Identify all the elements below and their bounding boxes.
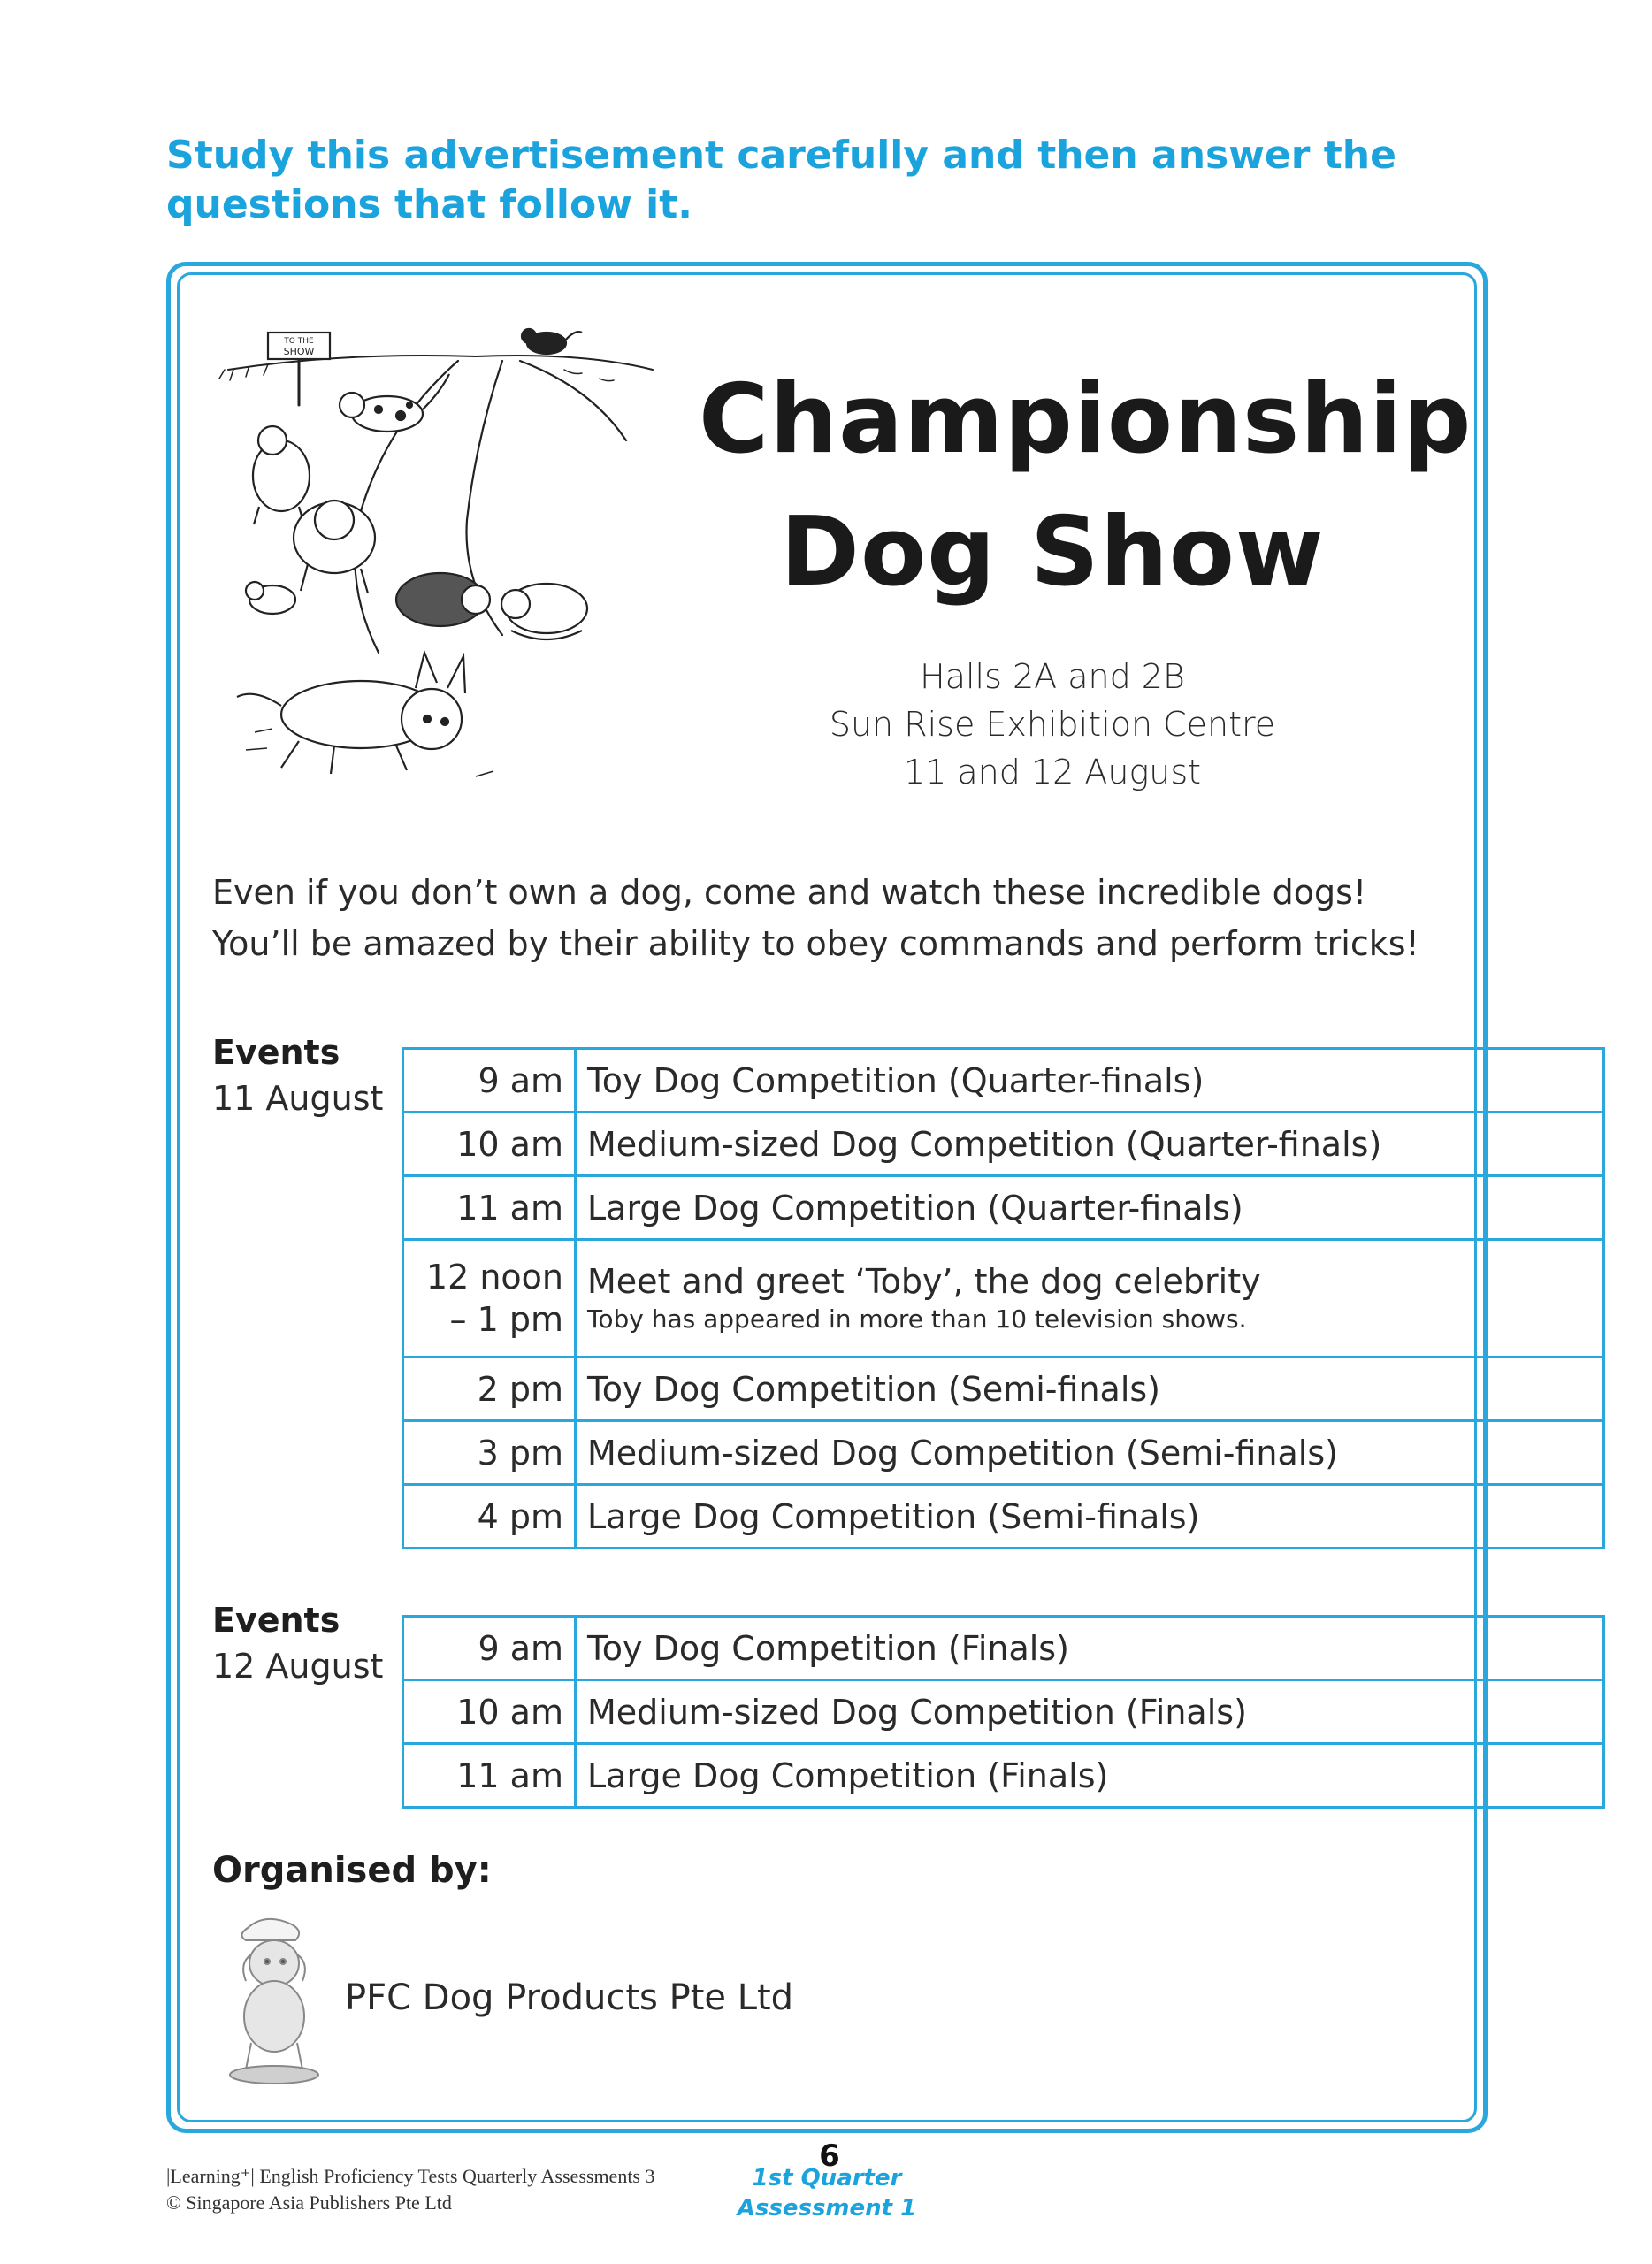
event-time: 10 am	[403, 1113, 576, 1176]
day2-heading: Events	[212, 1601, 340, 1640]
intro-text	[212, 867, 1468, 969]
event-time: 2 pm	[403, 1358, 576, 1421]
page-number: 6	[819, 2138, 840, 2174]
ad-title	[699, 354, 1472, 619]
event-name: Toy Dog Competition (Semi-finals)	[576, 1358, 1604, 1421]
day2-schedule-table	[402, 1615, 1605, 1809]
table-row	[403, 1240, 1604, 1358]
event-time: 9 am	[403, 1049, 576, 1113]
instruction-text: Study this advertisement carefully and then answer the questions that follow it.	[166, 133, 1396, 227]
venue-dates: 11 and 12 August	[903, 753, 1202, 792]
venue-centre: Sun Rise Exhibition Centre	[829, 705, 1276, 744]
event-name: Large Dog Competition (Finals)	[576, 1744, 1604, 1808]
intro-line-2: You’ll be amazed by their ability to obey commands and perform tricks!	[212, 924, 1419, 963]
table-row	[403, 1485, 1604, 1549]
table-row	[403, 1358, 1604, 1421]
footer-assessment	[734, 2163, 920, 2223]
event-name: Large Dog Competition (Quarter-finals)	[576, 1176, 1604, 1240]
table-row	[403, 1617, 1604, 1680]
event-name	[576, 1240, 1604, 1358]
dogs-running-illustration	[210, 317, 679, 794]
event-name: Toy Dog Competition (Finals)	[576, 1617, 1604, 1680]
organiser-name: PFC Dog Products Pte Ltd	[345, 1977, 794, 2018]
event-name: Toy Dog Competition (Quarter-finals)	[576, 1049, 1604, 1113]
footer-quarter: 1st Quarter	[752, 2165, 902, 2191]
ad-title-line1: Championship	[699, 364, 1472, 475]
table-row	[403, 1744, 1604, 1808]
table-row	[403, 1113, 1604, 1176]
day1-heading: Events	[212, 1033, 340, 1072]
day1-label	[212, 1029, 383, 1121]
footer-book-title: |Learning⁺| English Proficiency Tests Quarterly Assessments 3	[166, 2165, 655, 2187]
event-time: 11 am	[403, 1744, 576, 1808]
day2-label	[212, 1597, 383, 1689]
venue-block	[752, 653, 1353, 796]
event-time-start: 12 noon	[425, 1258, 563, 1296]
show-sign-text-2: SHOW	[283, 346, 315, 357]
event-time: 3 pm	[403, 1421, 576, 1485]
event-time-end: – 1 pm	[449, 1300, 563, 1339]
footer-assessment-number: Assessment 1	[737, 2195, 917, 2222]
organiser-dog-logo	[212, 1910, 345, 2087]
footer-publisher	[166, 2163, 655, 2216]
table-row	[403, 1176, 1604, 1240]
footer-copyright: © Singapore Asia Publishers Pte Ltd	[166, 2191, 452, 2214]
event-time	[403, 1240, 576, 1358]
event-name: Medium-sized Dog Competition (Finals)	[576, 1680, 1604, 1744]
table-row	[403, 1421, 1604, 1485]
event-time: 4 pm	[403, 1485, 576, 1549]
organiser-label: Organised by:	[212, 1850, 492, 1891]
day1-date: 11 August	[212, 1079, 384, 1118]
table-row	[403, 1680, 1604, 1744]
table-row	[403, 1049, 1604, 1113]
event-name: Medium-sized Dog Competition (Quarter-finals)	[576, 1113, 1604, 1176]
show-sign-text-1: TO THE	[284, 337, 314, 346]
intro-line-1: Even if you don’t own a dog, come and watch these incredible dogs!	[212, 873, 1367, 912]
event-name: Medium-sized Dog Competition (Semi-finals)	[576, 1421, 1604, 1485]
event-title: Meet and greet ‘Toby’, the dog celebrity	[587, 1262, 1261, 1301]
day1-schedule-table	[402, 1047, 1605, 1549]
event-note: Toby has appeared in more than 10 television shows.	[587, 1304, 1247, 1334]
day2-date: 12 August	[212, 1647, 384, 1686]
event-time: 10 am	[403, 1680, 576, 1744]
venue-halls: Halls 2A and 2B	[920, 657, 1185, 696]
event-name: Large Dog Competition (Semi-finals)	[576, 1485, 1604, 1549]
ad-title-line2: Dog Show	[780, 497, 1325, 608]
event-time: 11 am	[403, 1176, 576, 1240]
event-time: 9 am	[403, 1617, 576, 1680]
